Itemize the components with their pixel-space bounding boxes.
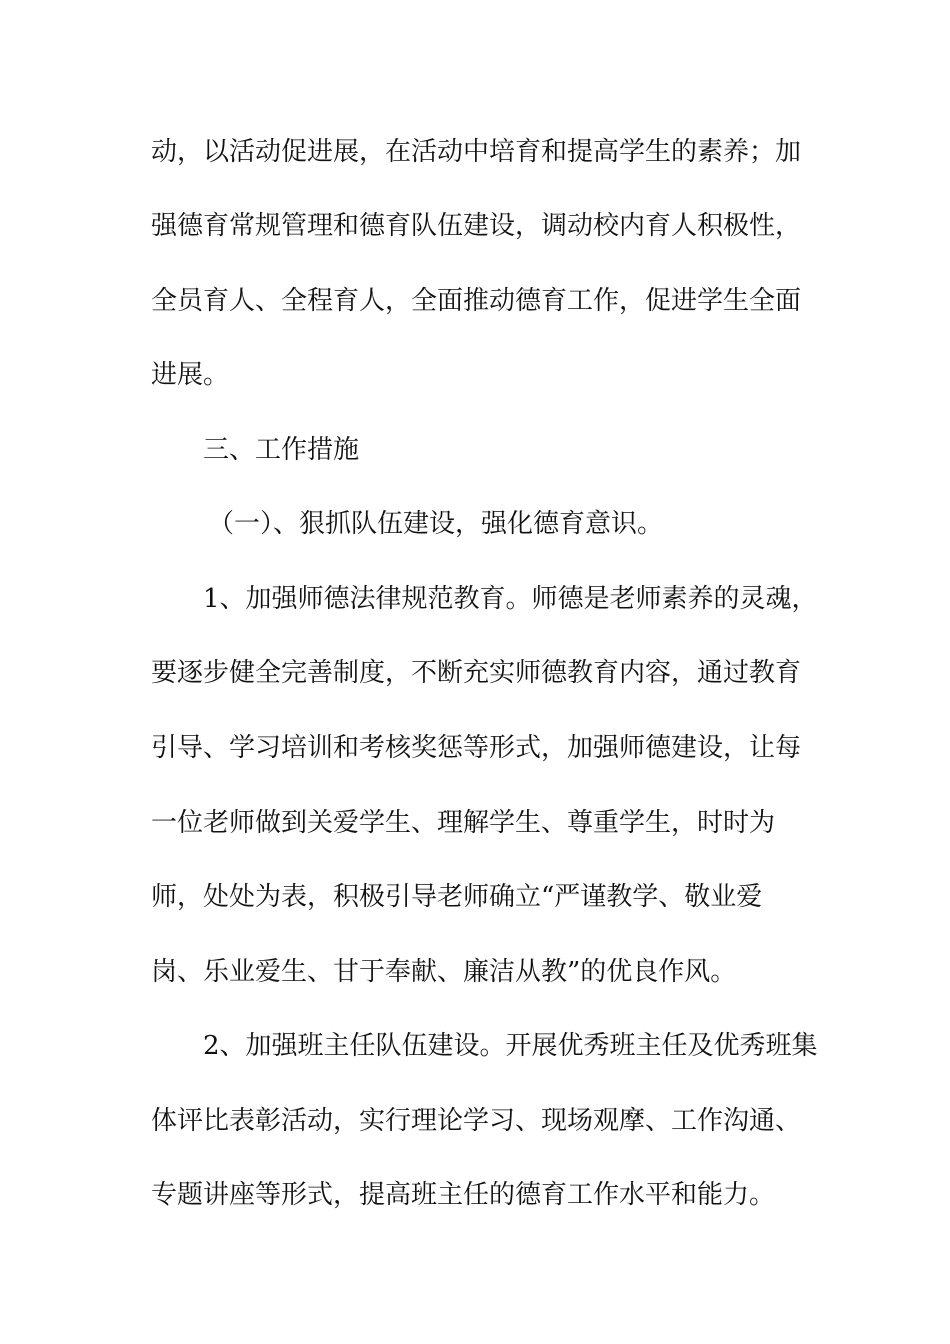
paragraph-line-8: 要逐步健全完善制度，不断充实师德教育内容，通过教育 bbox=[151, 658, 802, 688]
paragraph-line-10: 一位老师做到关爱学生、理解学生、尊重学生，时时为 bbox=[151, 808, 776, 838]
paragraph-line-7: 1、加强师德法律规范教育。师德是老师素养的灵魂， bbox=[203, 584, 818, 614]
paragraph-line-4: 进展。 bbox=[151, 360, 230, 390]
paragraph-line-13: 2、加强班主任队伍建设。开展优秀班主任及优秀班集 bbox=[203, 1031, 818, 1061]
subsection-heading: （一）、狠抓队伍建设，强化德育意识。 bbox=[208, 509, 664, 539]
paragraph-line-3: 全员育人、全程育人，全面推动德育工作，促进学生全面 bbox=[151, 286, 802, 316]
paragraph-line-14: 体评比表彰活动，实行理论学习、现场观摩、工作沟通、 bbox=[151, 1106, 802, 1136]
paragraph-line-12: 岗、乐业爱生、甘于奉献、廉洁从教”的优良作风。 bbox=[151, 957, 737, 987]
paragraph-line-2: 强德育常规管理和德育队伍建设，调动校内育人积极性， bbox=[151, 211, 802, 241]
paragraph-line-11: 师，处处为表，积极引导老师确立“严谨教学、敬业爱 bbox=[151, 882, 763, 912]
section-heading: 三、工作措施 bbox=[203, 435, 360, 465]
paragraph-line-15: 专题讲座等形式，提高班主任的德育工作水平和能力。 bbox=[151, 1180, 776, 1210]
paragraph-line-9: 引导、学习培训和考核奖惩等形式，加强师德建设，让每 bbox=[151, 733, 802, 763]
paragraph-line-1: 动，以活动促进展，在活动中培育和提高学生的素养；加 bbox=[151, 137, 802, 167]
